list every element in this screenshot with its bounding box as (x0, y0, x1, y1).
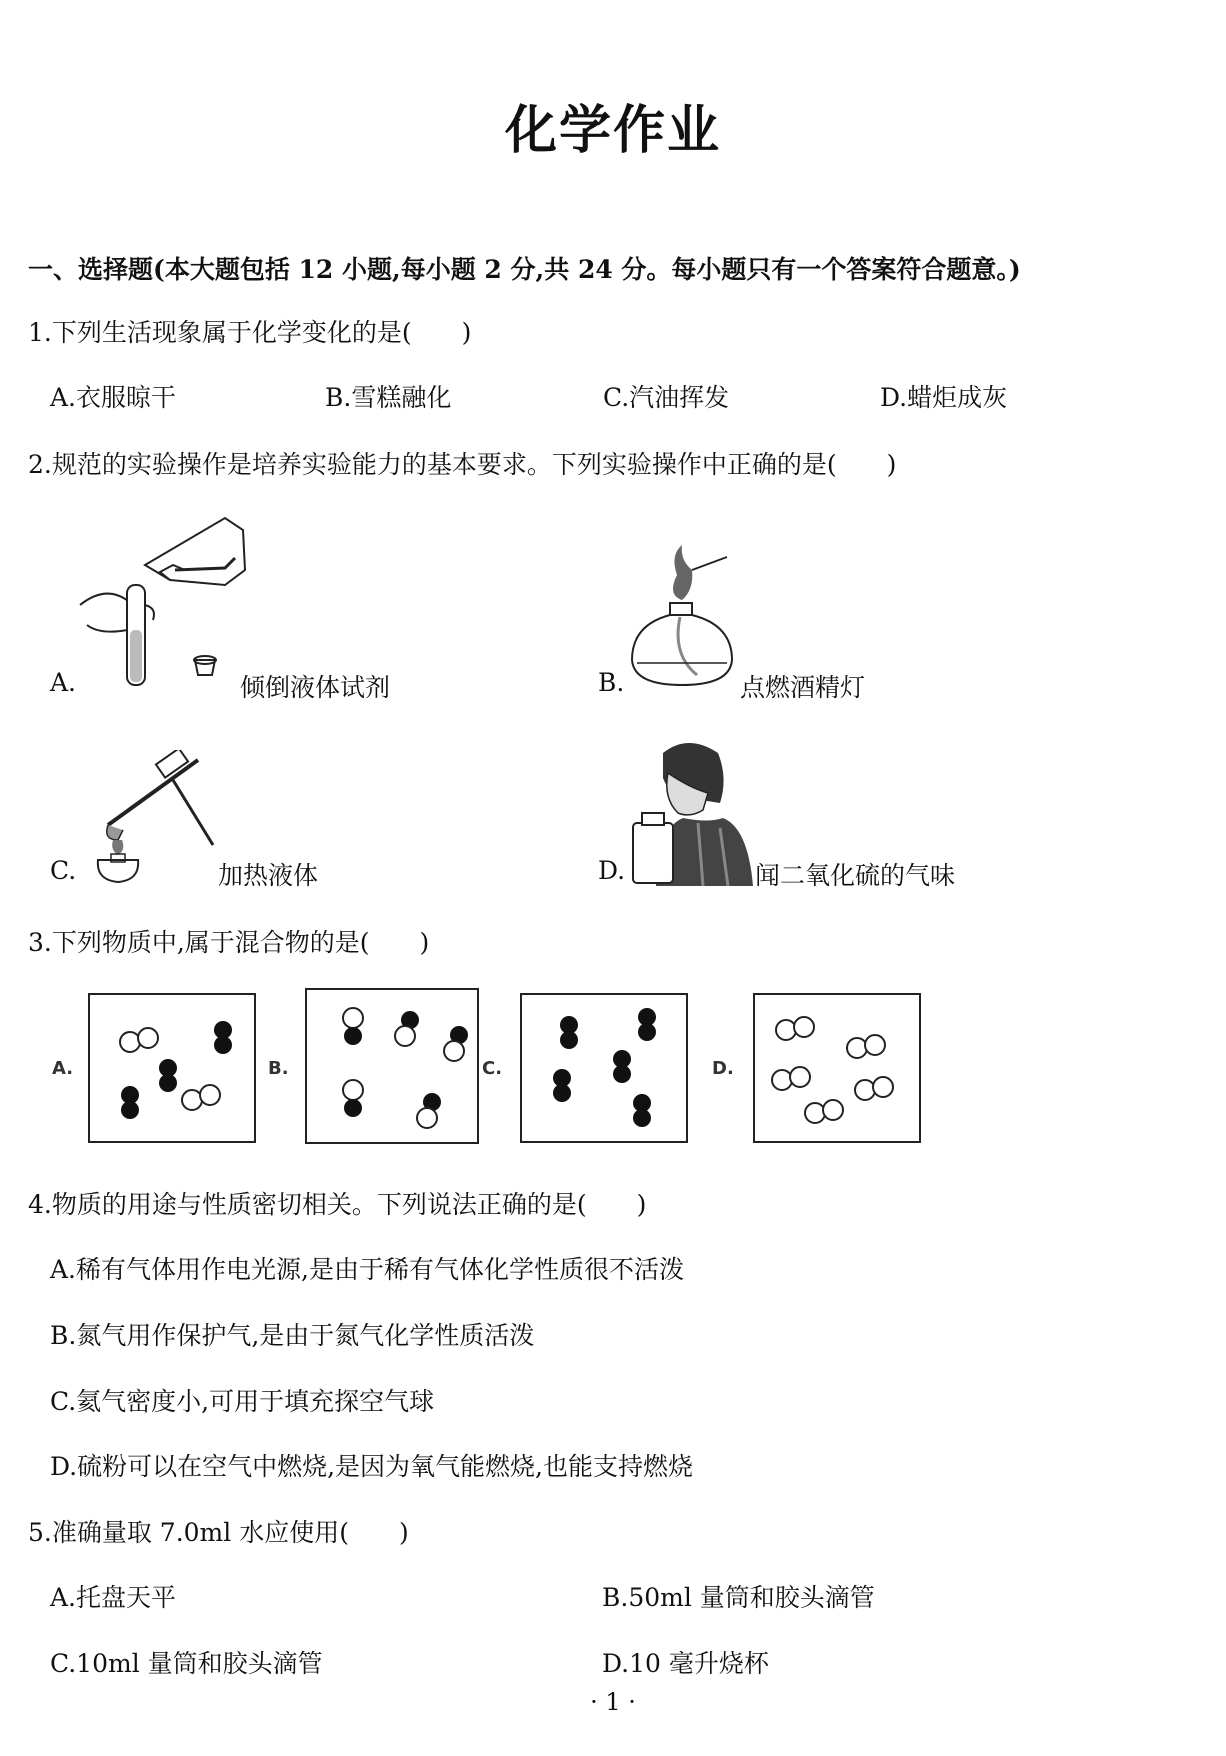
q1-option-c[interactable]: C.汽油挥发 (603, 383, 730, 412)
smelling-gas-illustration (628, 738, 753, 886)
section-header: 一、选择题(本大题包括 12 小题,每小题 2 分,共 24 分。每小题只有一个答案符合题意。) (28, 255, 1021, 284)
q3-option-b-letter[interactable]: B. (268, 1058, 289, 1079)
q3-box-d (753, 993, 921, 1143)
q2-option-b-letter[interactable]: B. (598, 668, 625, 697)
q3-option-a-letter[interactable]: A. (52, 1058, 74, 1079)
q1-option-a[interactable]: A.衣服晾干 (50, 383, 177, 412)
q4-option-d[interactable]: D.硫粉可以在空气中燃烧,是因为氧气能燃烧,也能支持燃烧 (50, 1452, 693, 1481)
q2-stem: 2.规范的实验操作是培养实验能力的基本要求。下列实验操作中正确的是( ) (28, 450, 897, 479)
q5-option-b[interactable]: B.50ml 量筒和胶头滴管 (602, 1583, 875, 1612)
molecule-diagram-c (522, 995, 686, 1141)
q3-box-c (520, 993, 688, 1143)
molecule-diagram-d (755, 995, 919, 1141)
q5-stem: 5.准确量取 7.0ml 水应使用( ) (28, 1518, 409, 1547)
q5-option-d[interactable]: D.10 毫升烧杯 (602, 1649, 769, 1678)
q3-box-b (305, 988, 479, 1144)
q4-option-c[interactable]: C.氦气密度小,可用于填充探空气球 (50, 1387, 435, 1416)
q2-option-a-letter[interactable]: A. (50, 668, 77, 697)
q2-option-c-caption: 加热液体 (218, 861, 319, 890)
q3-option-c-letter[interactable]: C. (482, 1058, 503, 1079)
q3-stem: 3.下列物质中,属于混合物的是( ) (28, 928, 430, 957)
q5-option-a[interactable]: A.托盘天平 (50, 1583, 177, 1612)
heating-liquid-illustration (78, 750, 218, 890)
q2-option-d-letter[interactable]: D. (598, 856, 626, 885)
molecule-diagram-b (307, 990, 477, 1142)
q5-option-c[interactable]: C.10ml 量筒和胶头滴管 (50, 1649, 323, 1678)
q4-stem: 4.物质的用途与性质密切相关。下列说法正确的是( ) (28, 1190, 647, 1219)
q1-option-d[interactable]: D.蜡炬成灰 (880, 383, 1008, 412)
pouring-liquid-illustration (75, 510, 255, 700)
q3-box-a (88, 993, 256, 1143)
q1-option-b[interactable]: B.雪糕融化 (325, 383, 452, 412)
q1-stem: 1.下列生活现象属于化学变化的是( ) (28, 318, 472, 347)
q4-option-b[interactable]: B.氮气用作保护气,是由于氮气化学性质活泼 (50, 1321, 535, 1350)
q2-option-d-caption: 闻二氧化硫的气味 (755, 861, 956, 890)
q2-option-b-caption: 点燃酒精灯 (740, 673, 866, 702)
molecule-diagram-a (90, 995, 254, 1141)
q4-option-a[interactable]: A.稀有气体用作电光源,是由于稀有气体化学性质很不活泼 (50, 1255, 684, 1284)
q3-option-d-letter[interactable]: D. (712, 1058, 734, 1079)
q2-option-a-caption: 倾倒液体试剂 (240, 673, 391, 702)
alcohol-lamp-illustration (622, 545, 742, 700)
page-title: 化学作业 (504, 100, 721, 161)
page-number: · 1 · (590, 1688, 636, 1716)
q2-option-c-letter[interactable]: C. (50, 856, 77, 885)
